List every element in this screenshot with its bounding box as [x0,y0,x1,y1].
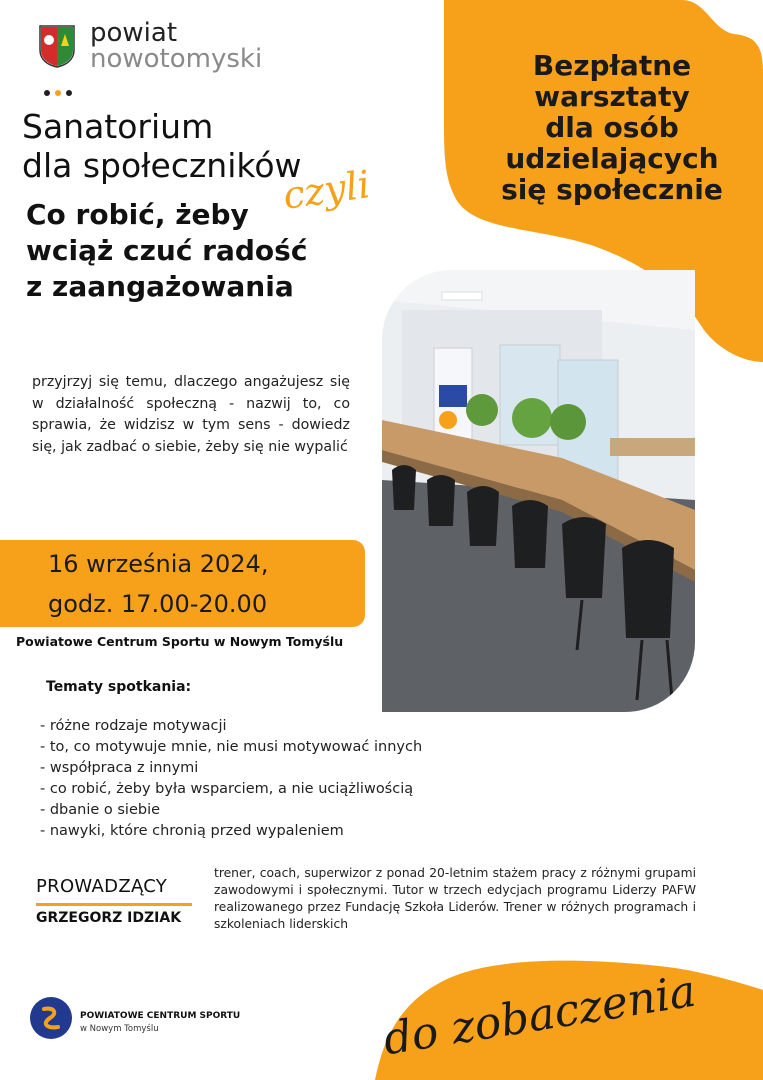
presenter-name: GRZEGORZ IDZIAK [36,910,182,926]
subtitle-line-2: wciąż czuć radość [26,234,308,267]
closing-greeting: do zobaczenia [379,965,700,1066]
list-item: - co robić, żeby była wsparciem, a nie uciążliwością [40,781,414,797]
title-connector: czyli [280,162,373,218]
list-item: - nawyki, które chronią przed wypaleniem [40,823,344,839]
title-line-1: Sanatorium [22,107,214,146]
list-item: - dbanie o siebie [40,802,161,818]
conference-room-photo [382,270,695,712]
presenter-label: PROWADZĄCY [36,876,168,897]
subtitle-line-1: Co robić, żeby [26,198,249,231]
callout-line: udzielających [505,142,719,175]
presenter-bio: trener, coach, superwizor z ponad 20-letnim stażem pracy z różnymi grupami zawodowymi i społecznymi. Tutor w trzech edycjach programu Liderzy PAFW realizowanego przez Fundację Szkoła Liderów. Trener w różnych programach i szkoleniach liderskich [214,866,696,931]
list-item: - to, co motywuje mnie, nie musi motywować innych [40,739,423,755]
decorative-dots [44,90,72,96]
topics-list [40,716,422,842]
sports-center-emblem-icon [30,997,72,1039]
list-item: - współpraca z innymi [40,760,199,776]
free-workshops-callout [478,50,746,205]
callout-line: Bezpłatne [532,49,692,82]
coat-of-arms-icon [38,24,76,68]
brand-powiat: powiat [90,18,178,48]
list-item: - różne rodzaje motywacji [40,718,227,734]
event-venue: Powiatowe Centrum Sportu w Nowym Tomyślu [16,634,344,649]
title-line-2: dla społeczników [22,146,302,185]
callout-line: dla osób [545,111,679,144]
callout-line: się społecznie [501,173,723,206]
brand-nowotomyski: nowotomyski [90,44,263,74]
logo-text-sub: w Nowym Tomyślu [80,1024,159,1034]
logo-text-main: POWIATOWE CENTRUM SPORTU [80,1011,241,1021]
workshop-description: przyjrzyj się temu, dlaczego angażujesz się w działalność społeczną - nazwij to, co sprawia, że widzisz w tym sens - dowiedz się, jak zadbać o siebie, żeby się nie wypalić [32,374,350,455]
event-date: 16 września 2024, [48,550,269,578]
presenter-divider [36,903,192,906]
topics-heading: Tematy spotkania: [46,679,192,695]
event-time: godz. 17.00-20.00 [48,590,268,618]
conference-room-illustration [382,270,695,712]
callout-line: warsztaty [534,80,690,113]
subtitle-line-3: z zaangażowania [26,270,294,303]
